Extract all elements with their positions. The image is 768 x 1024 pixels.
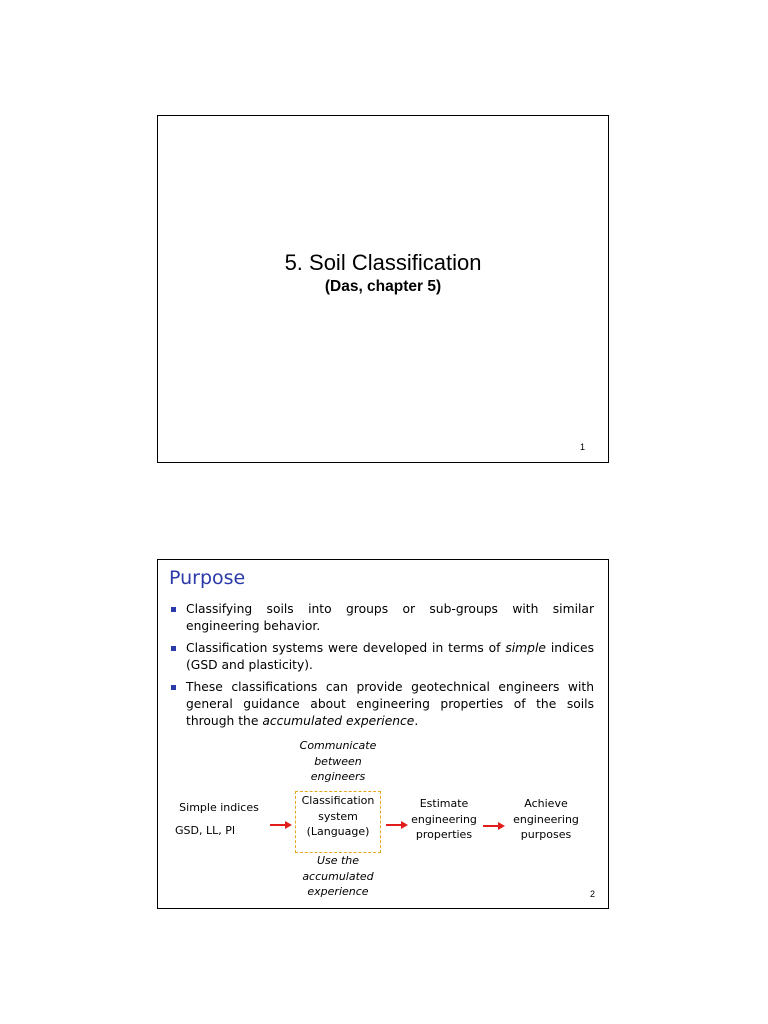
box-line: system	[318, 809, 358, 823]
arrow-right-icon	[483, 821, 505, 831]
step-line: Achieve	[524, 797, 568, 810]
square-bullet-icon	[171, 685, 176, 690]
step-line: properties	[415, 828, 473, 841]
note-line: Communicate	[299, 739, 377, 752]
step-line: purposes	[520, 828, 572, 841]
bullet-item	[169, 679, 594, 730]
note-line: Use the	[316, 854, 360, 867]
classification-system-label	[295, 793, 381, 840]
bullet-text: These classifications can provide geotechnical engineers with general guidance about engineering properties of the soils through the	[186, 680, 594, 728]
page-number: 2	[589, 889, 595, 899]
indices-list-label: GSD, LL, PI	[175, 824, 236, 837]
estimate-properties-label	[404, 796, 484, 843]
bullet-text: Classifying soils into groups or sub-groups with similar engineering behavior.	[186, 602, 594, 633]
page-number: 1	[579, 442, 585, 452]
note-line: between	[314, 754, 362, 768]
step-line: engineering	[411, 812, 477, 826]
emphasis-text: accumulated experience	[262, 714, 415, 728]
bullet-text: .	[414, 714, 419, 728]
arrow-right-icon	[386, 820, 408, 830]
emphasis-text: simple	[505, 641, 546, 655]
bullet-text: Classification systems were developed in terms of	[186, 641, 506, 655]
square-bullet-icon	[171, 646, 176, 651]
experience-note	[289, 853, 387, 900]
title-slide	[157, 115, 609, 463]
simple-indices-label: Simple indices	[179, 801, 259, 814]
step-line: Estimate	[419, 797, 469, 810]
communicate-note	[289, 738, 387, 785]
note-line: engineers	[310, 770, 366, 783]
box-line: (Language)	[306, 825, 370, 838]
bullet-item	[169, 601, 594, 635]
bullet-item	[169, 640, 594, 674]
achieve-purposes-label	[504, 796, 588, 843]
step-line: engineering	[513, 812, 579, 826]
purpose-slide	[157, 559, 609, 909]
arrow-right-icon	[270, 820, 292, 830]
slide-heading: Purpose	[169, 567, 246, 589]
note-line: experience	[307, 885, 369, 898]
slide-title: 5. Soil Classification	[284, 250, 482, 275]
bullet-text: indices (GSD and plasticity).	[186, 641, 594, 672]
note-line: accumulated	[302, 869, 374, 883]
bullet-list	[169, 601, 594, 735]
slide-subtitle: (Das, chapter 5)	[324, 278, 442, 295]
box-line: Classification	[301, 794, 375, 807]
square-bullet-icon	[171, 607, 176, 612]
